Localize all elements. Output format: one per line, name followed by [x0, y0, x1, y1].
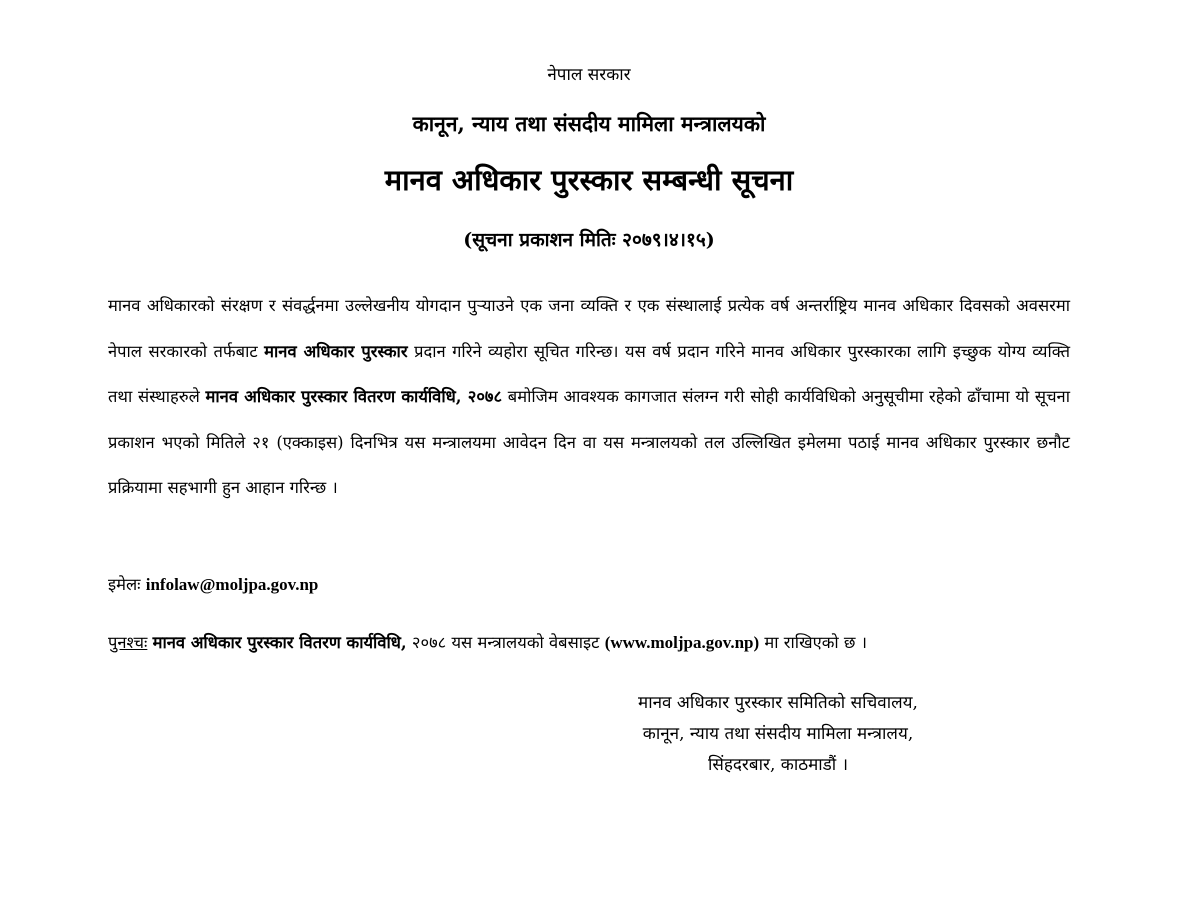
- procedure-name: मानव अधिकार पुरस्कार वितरण कार्यविधि, २०७८: [205, 387, 503, 406]
- publication-date: (सूचना प्रकाशन मितिः २०७९।४।१५): [463, 229, 715, 251]
- body-text-2: प्रदान गरिने व्यहोरा सूचित गरिन्छ। यस वर्ष प्रदान गरिने मानव अधिकार पुरस्कारका लागि इच्छुक योग्य व्यक्ति तथा संस्थाहरुले: [108, 341, 1071, 406]
- postscript-line: [108, 630, 867, 653]
- postscript-procedure: मानव अधिकार पुरस्कार वितरण कार्यविधि,: [152, 633, 407, 652]
- signature-location: सिंहदरबार, काठमाडौं ।: [707, 755, 849, 775]
- email-line: [108, 572, 318, 595]
- signature-block: [600, 688, 956, 781]
- postscript-text-1: २०७८ यस मन्त्रालयको वेबसाइट: [406, 633, 605, 652]
- signature-ministry: कानून, न्याय तथा संसदीय मामिला मन्त्रालय,: [642, 724, 914, 744]
- body-text-3: बमोजिम आवश्यक कागजात संलग्न गरी सोही कार्यविधिको अनुसूचीमा रहेको ढाँचामा यो सूचना प्रकाशन भएको मितिले २१ (एक्काइस) दिनभित्र यस मन्त्रालयमा आवेदन दिन वा यस मन्त्रालयको तल उल्लिखित इमेलमा पठाई मानव अधिकार पुरस्कार छनौट प्रक्रियामा सहभागी हुन आहान गरिन्छ ।: [108, 387, 1070, 497]
- postscript-text-2: मा राखिएको छ ।: [759, 633, 867, 652]
- body-text-1: मानव अधिकारको संरक्षण र संवर्द्धनमा उल्लेखनीय योगदान पुऱ्याउने एक जना व्यक्ति र एक संस्थालाई प्रत्येक वर्ष अन्तर्राष्ट्रिय मानव अधिकार दिवसको अवसरमा नेपाल सरकारको तर्फबाट: [108, 296, 1070, 361]
- postscript-label: पुनश्चः: [108, 633, 148, 652]
- ministry-name: कानून, न्याय तथा संसदीय मामिला मन्त्रालयको: [412, 111, 766, 136]
- email-label: इमेलः: [108, 575, 141, 594]
- award-name: मानव अधिकार पुरस्कार: [264, 341, 408, 361]
- notice-body: [108, 283, 1070, 511]
- government-name: नेपाल सरकार: [547, 65, 631, 85]
- website-link[interactable]: (www.moljpa.gov.np): [604, 633, 760, 652]
- signature-secretariat: मानव अधिकार पुरस्कार समितिको सचिवालय,: [638, 693, 918, 713]
- email-address[interactable]: infolaw@moljpa.gov.np: [145, 575, 319, 594]
- notice-title: मानव अधिकार पुरस्कार सम्बन्धी सूचना: [384, 163, 794, 197]
